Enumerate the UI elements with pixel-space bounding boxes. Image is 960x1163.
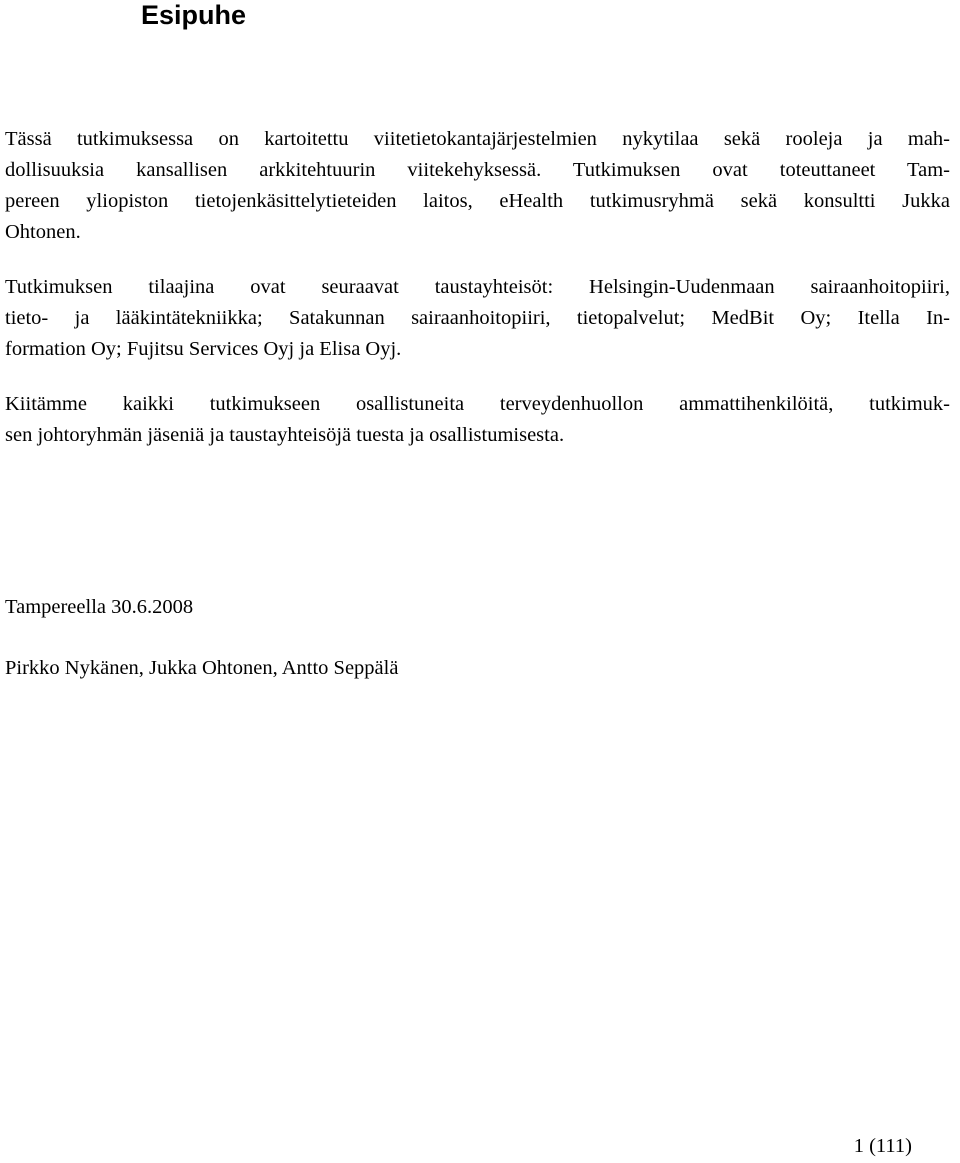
paragraph-line: tieto- ja lääkintätekniikka; Satakunnan sairaanhoitopiiri, tietopalvelut; MedBit Oy; Itella In- — [5, 307, 950, 329]
paragraph-introduction — [5, 124, 950, 248]
paragraph-line: sen johtoryhmän jäseniä ja taustayhteisöjä tuesta ja osallistumisesta. — [5, 424, 565, 446]
authors: Pirkko Nykänen, Jukka Ohtonen, Antto Seppälä — [5, 657, 399, 679]
paragraph-line: Kiitämme kaikki tutkimukseen osallistuneita terveydenhuollon ammattihenkilöitä, tutkimuk- — [5, 393, 950, 415]
page-number: 1 (111) — [853, 1135, 912, 1157]
paragraph-line: Tutkimuksen tilaajina ovat seuraavat taustayhteisöt: Helsingin-Uudenmaan sairaanhoitopiiri, — [5, 276, 950, 298]
paragraph-line: formation Oy; Fujitsu Services Oyj ja Elisa Oyj. — [5, 338, 402, 360]
paragraph-commissioners — [5, 272, 950, 365]
place-and-date: Tampereella 30.6.2008 — [5, 596, 194, 618]
page-heading: Esipuhe — [141, 0, 247, 30]
paragraph-line: Tässä tutkimuksessa on kartoitettu viitetietokantajärjestelmien nykytilaa sekä rooleja ja mah- — [5, 128, 950, 150]
paragraph-line: Ohtonen. — [5, 221, 81, 243]
paragraph-line: pereen yliopiston tietojenkäsittelytieteiden laitos, eHealth tutkimusryhmä sekä konsultti Jukka — [5, 190, 950, 212]
paragraph-thanks — [5, 389, 950, 451]
paragraph-line: dollisuuksia kansallisen arkkitehtuurin viitekehyksessä. Tutkimuksen ovat toteuttaneet Tam- — [5, 159, 950, 181]
